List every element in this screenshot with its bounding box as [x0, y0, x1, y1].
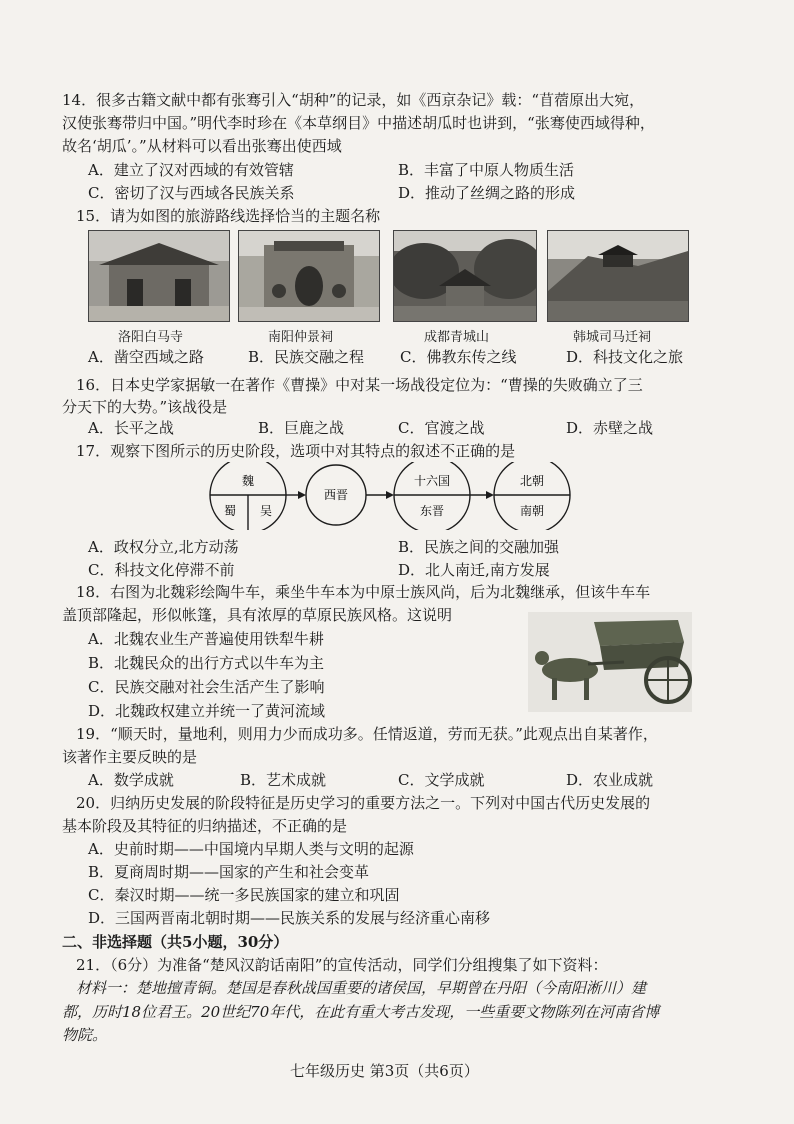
label-shu: 蜀: [223, 504, 237, 518]
q16-option-a: A．长平之战: [88, 419, 174, 437]
q18-option-a: A．北魏农业生产普遍使用铁犁牛耕: [88, 630, 324, 648]
q15-option-d: D．科技文化之旅: [566, 348, 684, 366]
q19-line2: 该著作主要反映的是: [62, 748, 198, 766]
label-western-jin: 西晋: [323, 488, 349, 502]
q19-line1: 19．“顺天时，量地利，则用力少而成功多。任情返道，劳而无获。”此观点出自某著作，: [76, 725, 658, 743]
arrow-icon: [486, 491, 494, 499]
q17-dynasty-diagram: [200, 462, 600, 530]
q16-line1: 16．日本史学家据敏一在著作《曹操》中对某一场战役定位为：“曹操的失败确立了三: [76, 376, 643, 394]
caption-simaqian-shrine: 韩城司马迁祠: [573, 330, 652, 345]
q19-option-a: A．数学成就: [88, 771, 174, 789]
circle-sixteen-kingdoms: [394, 462, 470, 530]
q17-option-c: C．科技文化停滞不前: [88, 561, 235, 579]
q20-line2: 基本阶段及其特征的归纳描述，不正确的是: [62, 817, 348, 835]
q17-stem: 17．观察下图所示的历史阶段，选项中对其特点的叙述不正确的是: [76, 442, 516, 460]
section-2-title: 二、非选择题（共5小题，30分）: [62, 933, 289, 951]
circle-northern-southern: [494, 462, 570, 530]
label-southern-dynasties: 南朝: [519, 504, 545, 518]
photo-qingcheng-mountain: [393, 230, 537, 322]
q19-option-d: D．农业成就: [566, 771, 654, 789]
label-eastern-jin: 东晋: [419, 504, 445, 518]
q20-option-b: B．夏商周时期——国家的产生和社会变革: [88, 863, 370, 881]
q18-line2: 盖顶部隆起，形似帐篷，具有浓厚的草原民族风格。这说明: [62, 606, 453, 624]
q15-option-a: A．凿空西域之路: [88, 348, 204, 366]
q19-option-c: C．文学成就: [398, 771, 485, 789]
label-wu: 吴: [259, 504, 273, 518]
page-footer: 七年级历史 第3页（共6页）: [290, 1062, 479, 1080]
q15-stem: 15．请为如图的旅游路线选择恰当的主题名称: [76, 207, 381, 225]
caption-qingcheng-mountain: 成都青城山: [424, 330, 490, 345]
label-wei: 魏: [241, 474, 255, 488]
q14-option-c: C．密切了汉与西域各民族关系: [88, 184, 295, 202]
photo-northern-wei-ox-cart: [528, 612, 692, 712]
q18-option-b: B．北魏民众的出行方式以牛车为主: [88, 654, 325, 672]
q18-line1: 18．右图为北魏彩绘陶牛车，乘坐牛车本为中原士族风尚，后为北魏继承，但该牛车车: [76, 583, 651, 601]
q14-option-a: A．建立了汉对西域的有效管辖: [88, 161, 294, 179]
photo-simaqian-shrine: [547, 230, 689, 322]
q21-material1-line3: 物院。: [62, 1026, 108, 1044]
q14-option-d: D．推动了丝绸之路的形成: [398, 184, 576, 202]
q20-option-d: D．三国两晋南北朝时期——民族关系的发展与经济重心南移: [88, 909, 491, 927]
q20-option-a: A．史前时期——中国境内早期人类与文明的起源: [88, 840, 414, 858]
q19-option-b: B．艺术成就: [240, 771, 327, 789]
q21-material1-line2: 都，历时18位君王。20世纪70年代，在此有重大考古发现，一些重要文物陈列在河南省博: [62, 1003, 660, 1021]
q15-option-c: C．佛教东传之线: [400, 348, 517, 366]
q16-option-c: C．官渡之战: [398, 419, 485, 437]
q14-option-b: B．丰富了中原人物质生活: [398, 161, 575, 179]
caption-zhongjing-shrine: 南阳仲景祠: [268, 330, 334, 345]
arrow-icon: [298, 491, 306, 499]
q16-option-d: D．赤壁之战: [566, 419, 654, 437]
q14-line2: 汉使张骞带归中国。”明代李时珍在《本草纲目》中描述胡瓜时也讲到，“张骞使西域得种，: [62, 114, 655, 132]
q21-line1: 21．（6分）为准备“楚风汉韵话南阳”的宣传活动，同学们分组搜集了如下资料：: [76, 956, 608, 974]
photo-zhongjing-shrine: [238, 230, 380, 322]
label-sixteen-kingdoms: 十六国: [413, 474, 451, 488]
q18-option-d: D．北魏政权建立并统一了黄河流域: [88, 702, 326, 720]
q20-option-c: C．秦汉时期——统一多民族国家的建立和巩固: [88, 886, 400, 904]
q14-line1: 14．很多古籍文献中都有张骞引入“胡种”的记录，如《西京杂记》载：“苜蓿原出大宛，: [62, 91, 645, 109]
q15-option-b: B．民族交融之程: [248, 348, 365, 366]
caption-baima-temple: 洛阳白马寺: [118, 330, 184, 345]
q17-option-b: B．民族之间的交融加强: [398, 538, 560, 556]
q16-line2: 分天下的大势。”该战役是: [62, 398, 228, 416]
q18-option-c: C．民族交融对社会生活产生了影响: [88, 678, 325, 696]
q21-material1-line1: 材料一：楚地擅青铜。楚国是春秋战国重要的诸侯国，早期曾在丹阳（今南阳淅川）建: [76, 979, 647, 997]
q16-option-b: B．巨鹿之战: [258, 419, 345, 437]
q17-option-a: A．政权分立,北方动荡: [88, 538, 239, 556]
label-northern-dynasties: 北朝: [519, 474, 545, 488]
q17-option-d: D．北人南迁,南方发展: [398, 561, 550, 579]
q20-line1: 20．归纳历史发展的阶段特征是历史学习的重要方法之一。下列对中国古代历史发展的: [76, 794, 651, 812]
arrow-icon: [386, 491, 394, 499]
q14-line3: 故名‘胡瓜’。”从材料可以看出张骞出使西域: [62, 137, 342, 155]
photo-baima-temple: [88, 230, 230, 322]
